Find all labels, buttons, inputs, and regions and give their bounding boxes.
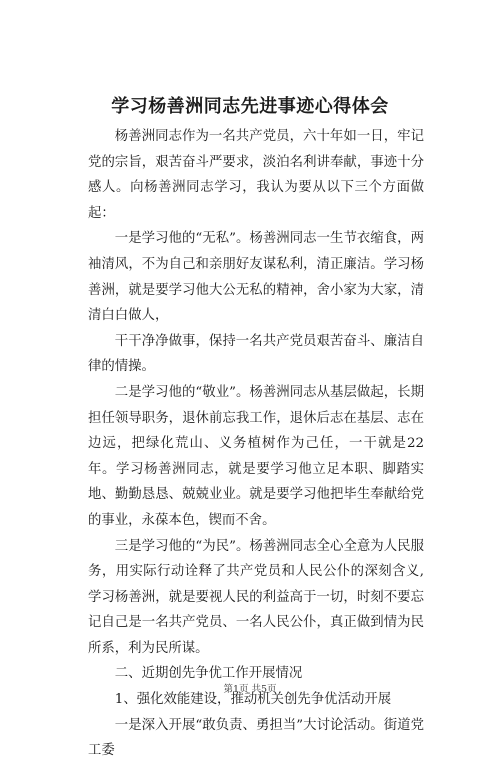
- paragraph-for-people: 三是学习他的“为民”。杨善洲同志全心全意为人民服务，用实际行动诠释了共产党员和人民公仆的深刻含义,学习杨善洲，就是要视人民的利益高于一切，时刻不要忘记自己是一名共产党员、一名人民公仆，真正做到情为民所系，利为民所谋。: [88, 538, 424, 656]
- document-body: [88, 124, 424, 764]
- paragraph-selfless-cont: 干干净净做事，保持一名共产党员艰苦奋斗、廉洁自律的情操。: [88, 333, 424, 375]
- paragraph-discussion: 一是深入开展“敢负责、勇担当”大讨论活动。街道党工委: [88, 717, 424, 759]
- document-title: 学习杨善洲同志先进事迹心得体会: [111, 96, 389, 117]
- paragraph-intro: 杨善洲同志作为一名共产党员，六十年如一日，牢记党的宗旨，艰苦奋斗严要求，淡泊名利讲奉献，事迹十分感人。向杨善洲同志学习，我认为要从以下三个方面做起：: [88, 129, 424, 221]
- page-footer: 第1页 共5页: [223, 684, 277, 695]
- paragraph-selfless: 一是学习他的“无私”。杨善洲同志一生节衣缩食，两袖清风，不为自己和亲朋好友谋私利，清正廉洁。学习杨善洲，就是要学习他大公无私的精神，舍小家为大家，清清白白做人，: [88, 231, 424, 324]
- section-heading: 二、近期创先争优工作开展情况: [114, 666, 303, 682]
- subsection-heading: 1、强化效能建设，推动机关创先争优活动开展: [114, 692, 392, 708]
- paragraph-dedication: 二是学习他的“敬业”。杨善洲同志从基层做起，长期担任领导职务，退休前忘我工作，退休后志在基层、志在边远，把绿化荒山、义务植树作为己任，一干就是22年。学习杨善洲同志，就是要学习他立足本职、脚踏实地、勤勤恳恳、兢兢业业。就是要学习他把毕生奉献给党的事业，永葆本色，锲而不舍。: [88, 384, 424, 528]
